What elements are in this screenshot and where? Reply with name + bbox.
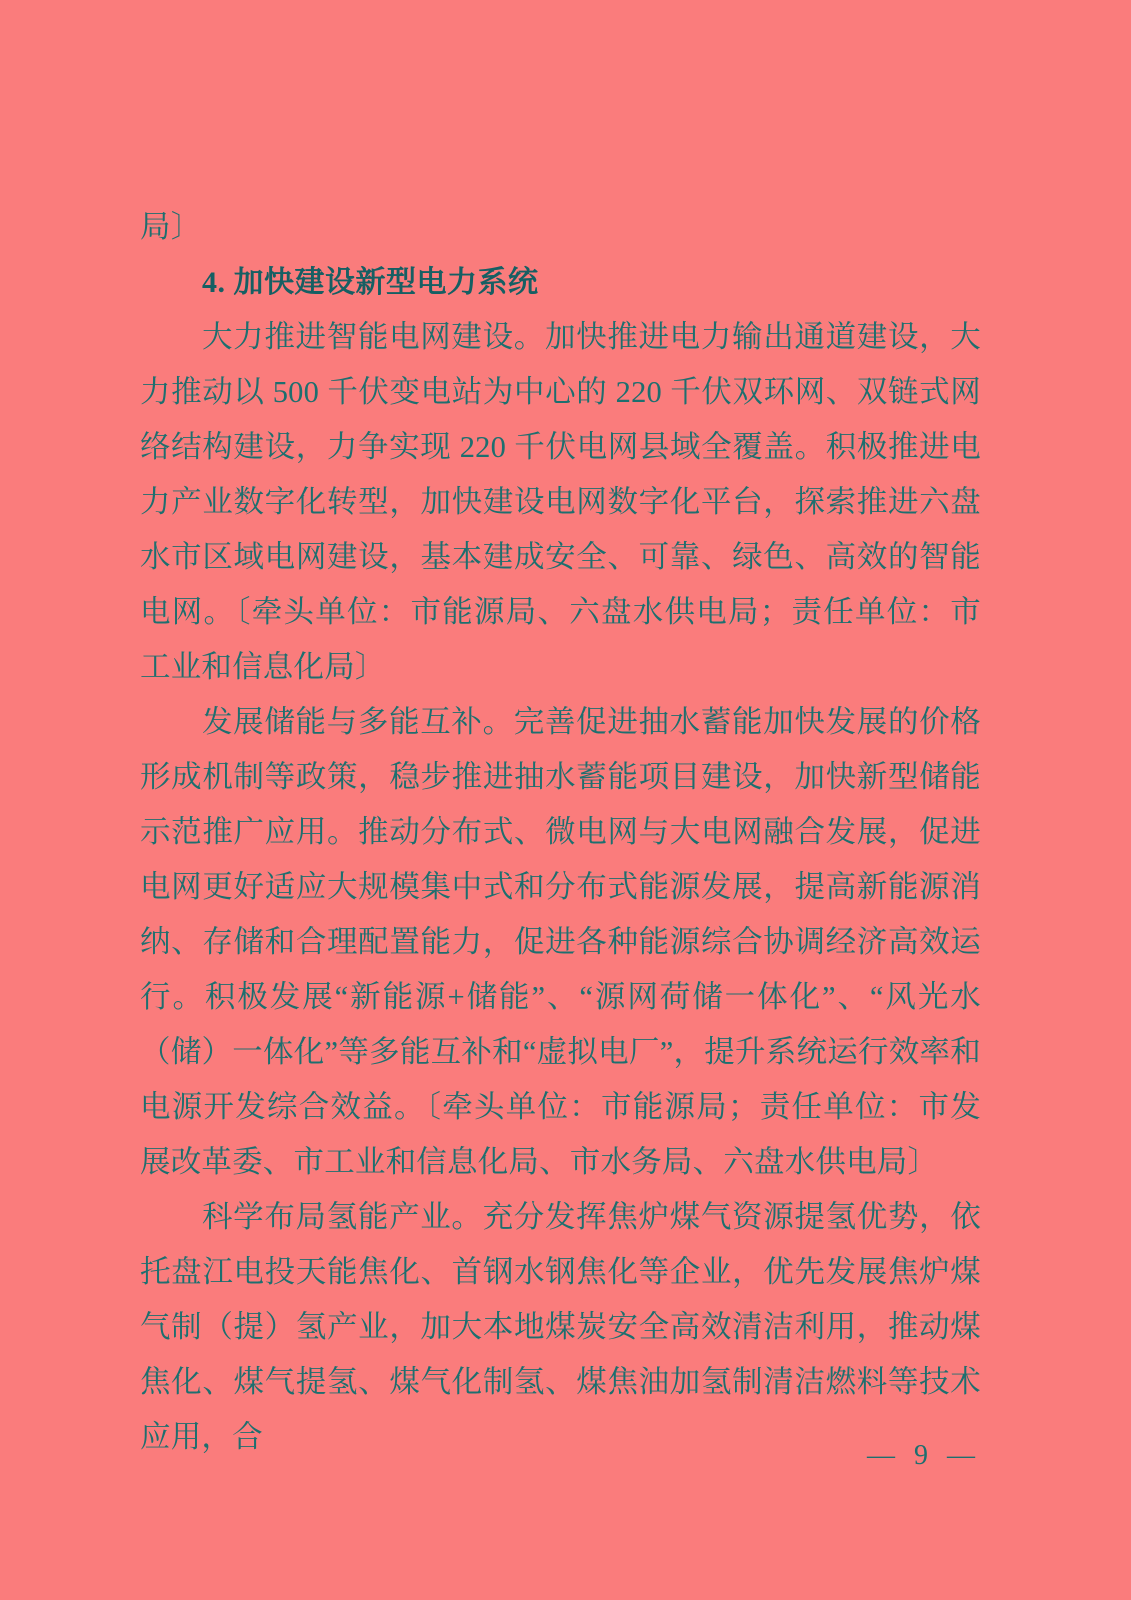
paragraph-smart-grid: 大力推进智能电网建设。加快推进电力输出通道建设，大力推动以 500 千伏变电站为中心的 220 千伏双环网、双链式网络结构建设，力争实现 220 千伏电网县域全覆盖。积极推进电力产业数字化转型，加快建设电网数字化平台，探索推进六盘水市区域电网建设，基本建成安全、可靠、绿色、高效的智能电网。〔牵头单位：市能源局、六盘水供电局；责任单位：市工业和信息化局〕: [140, 320, 981, 684]
section-heading: 4. 加快建设新型电力系统: [202, 266, 539, 299]
page-number: — 9 —: [867, 1440, 981, 1471]
paragraph-hydrogen-industry: 科学布局氢能产业。充分发挥焦炉煤气资源提氢优势，依托盘江电投天能焦化、首钢水钢焦化等企业，优先发展焦炉煤气制（提）氢产业，加大本地煤炭安全高效清洁利用，推动煤焦化、煤气提氢、煤气化制氢、煤焦油加氢制清洁燃料等技术应用，合: [140, 1200, 981, 1454]
carryover-text: 局〕: [140, 210, 202, 244]
document-body: [140, 200, 981, 1465]
paragraph-energy-storage: 发展储能与多能互补。完善促进抽水蓄能加快发展的价格形成机制等政策，稳步推进抽水蓄能项目建设，加快新型储能示范推广应用。推动分布式、微电网与大电网融合发展，促进电网更好适应大规模集中式和分布式能源发展，提高新能源消纳、存储和合理配置能力，促进各种能源综合协调经济高效运行。积极发展“新能源+储能”、“源网荷储一体化”、“风光水（储）一体化”等多能互补和“虚拟电厂”，提升系统运行效率和电源开发综合效益。〔牵头单位：市能源局；责任单位：市发展改革委、市工业和信息化局、市水务局、六盘水供电局〕: [140, 705, 981, 1179]
